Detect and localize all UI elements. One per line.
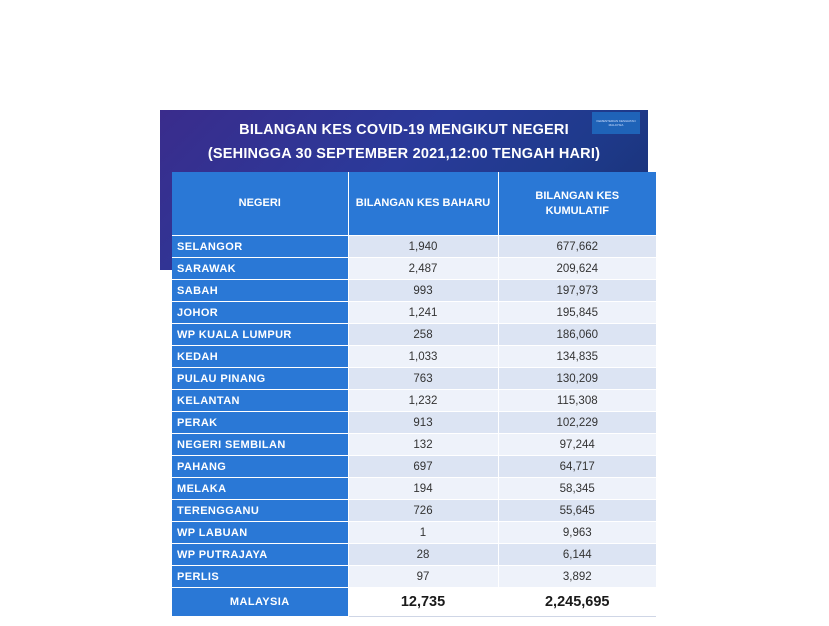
new-cases: 993 bbox=[348, 280, 498, 302]
table-row bbox=[172, 346, 656, 368]
new-cases: 194 bbox=[348, 478, 498, 500]
table-row bbox=[172, 302, 656, 324]
state-name: PAHANG bbox=[172, 456, 348, 478]
table-header-row bbox=[172, 172, 656, 236]
header-new-cases: BILANGAN KES BAHARU bbox=[348, 172, 498, 236]
state-name: SELANGOR bbox=[172, 236, 348, 258]
cumulative-cases: 3,892 bbox=[498, 566, 656, 588]
table-row bbox=[172, 324, 656, 346]
cumulative-cases: 64,717 bbox=[498, 456, 656, 478]
cumulative-cases: 209,624 bbox=[498, 258, 656, 280]
table-row bbox=[172, 544, 656, 566]
state-name: KELANTAN bbox=[172, 390, 348, 412]
state-name: JOHOR bbox=[172, 302, 348, 324]
cumulative-cases: 55,645 bbox=[498, 500, 656, 522]
page-title bbox=[160, 118, 648, 166]
state-name: PERLIS bbox=[172, 566, 348, 588]
cumulative-cases: 115,308 bbox=[498, 390, 656, 412]
cumulative-cases: 6,144 bbox=[498, 544, 656, 566]
cumulative-cases: 134,835 bbox=[498, 346, 656, 368]
state-name: SARAWAK bbox=[172, 258, 348, 280]
table-row bbox=[172, 236, 656, 258]
state-name: PULAU PINANG bbox=[172, 368, 348, 390]
cumulative-cases: 197,973 bbox=[498, 280, 656, 302]
state-name: WP LABUAN bbox=[172, 522, 348, 544]
cumulative-cases: 677,662 bbox=[498, 236, 656, 258]
state-name: WP PUTRAJAYA bbox=[172, 544, 348, 566]
table-row bbox=[172, 434, 656, 456]
total-row bbox=[172, 588, 656, 617]
cumulative-cases: 58,345 bbox=[498, 478, 656, 500]
cases-table bbox=[172, 172, 656, 617]
total-cumulative-cases: 2,245,695 bbox=[498, 588, 656, 617]
table-row bbox=[172, 500, 656, 522]
state-name: TERENGGANU bbox=[172, 500, 348, 522]
new-cases: 913 bbox=[348, 412, 498, 434]
table-row bbox=[172, 368, 656, 390]
new-cases: 1,241 bbox=[348, 302, 498, 324]
table-row bbox=[172, 280, 656, 302]
table-row bbox=[172, 566, 656, 588]
title-line-1: BILANGAN KES COVID-19 MENGIKUT NEGERI bbox=[239, 122, 569, 138]
state-name: MELAKA bbox=[172, 478, 348, 500]
new-cases: 1,940 bbox=[348, 236, 498, 258]
table-row bbox=[172, 412, 656, 434]
cumulative-cases: 9,963 bbox=[498, 522, 656, 544]
cumulative-cases: 130,209 bbox=[498, 368, 656, 390]
total-label: MALAYSIA bbox=[172, 588, 348, 617]
new-cases: 1,033 bbox=[348, 346, 498, 368]
new-cases: 1,232 bbox=[348, 390, 498, 412]
state-name: NEGERI SEMBILAN bbox=[172, 434, 348, 456]
state-name: PERAK bbox=[172, 412, 348, 434]
total-new-cases: 12,735 bbox=[348, 588, 498, 617]
new-cases: 763 bbox=[348, 368, 498, 390]
new-cases: 697 bbox=[348, 456, 498, 478]
new-cases: 2,487 bbox=[348, 258, 498, 280]
state-name: KEDAH bbox=[172, 346, 348, 368]
cases-table-container bbox=[172, 172, 656, 617]
title-line-2: (SEHINGGA 30 SEPTEMBER 2021,12:00 TENGAH HARI) bbox=[207, 146, 601, 162]
cumulative-cases: 186,060 bbox=[498, 324, 656, 346]
cumulative-cases: 195,845 bbox=[498, 302, 656, 324]
header-state: NEGERI bbox=[172, 172, 348, 236]
table-row bbox=[172, 390, 656, 412]
state-name: SABAH bbox=[172, 280, 348, 302]
cumulative-cases: 102,229 bbox=[498, 412, 656, 434]
header-cumulative-cases: BILANGAN KES KUMULATIF bbox=[498, 172, 656, 236]
state-name: WP KUALA LUMPUR bbox=[172, 324, 348, 346]
new-cases: 258 bbox=[348, 324, 498, 346]
cumulative-cases: 97,244 bbox=[498, 434, 656, 456]
ministry-tag-text: KEMENTERIAN KESIHATAN MALAYSIA bbox=[596, 119, 636, 127]
new-cases: 726 bbox=[348, 500, 498, 522]
new-cases: 1 bbox=[348, 522, 498, 544]
new-cases: 97 bbox=[348, 566, 498, 588]
table-row bbox=[172, 456, 656, 478]
table-row bbox=[172, 258, 656, 280]
table-row bbox=[172, 478, 656, 500]
new-cases: 28 bbox=[348, 544, 498, 566]
new-cases: 132 bbox=[348, 434, 498, 456]
table-row bbox=[172, 522, 656, 544]
